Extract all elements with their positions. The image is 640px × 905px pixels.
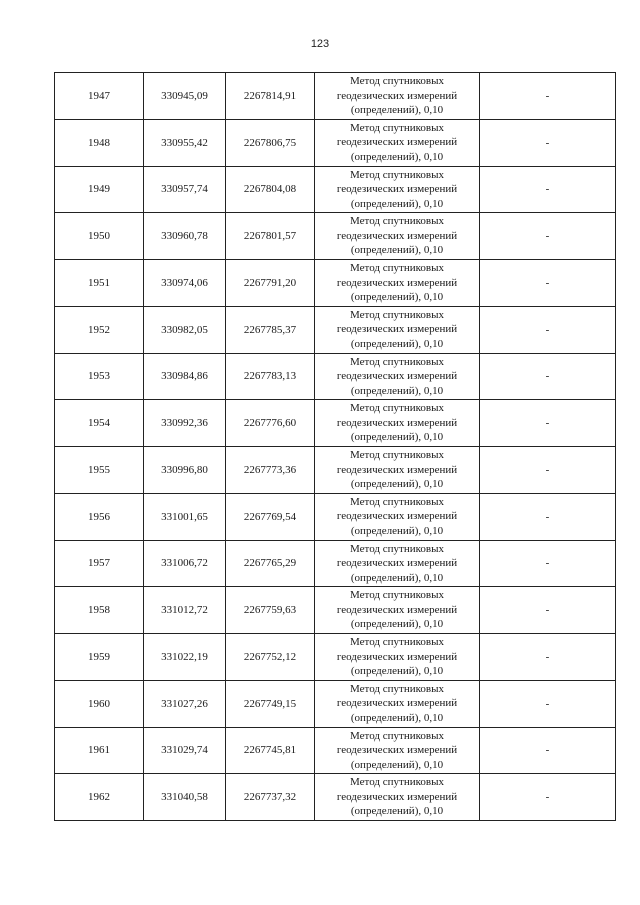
y-coordinate-cell: 2267776,60	[226, 400, 315, 447]
x-coordinate-cell: 331012,72	[144, 587, 226, 634]
x-coordinate-cell: 330984,86	[144, 353, 226, 400]
table-row	[55, 447, 616, 494]
y-coordinate-cell: 2267814,91	[226, 73, 315, 120]
y-coordinate-cell: 2267773,36	[226, 447, 315, 494]
point-number-cell: 1954	[55, 400, 144, 447]
point-number-cell: 1958	[55, 587, 144, 634]
x-coordinate-cell: 330996,80	[144, 447, 226, 494]
method-cell: Метод спутниковых геодезических измерений (определений), 0,10	[315, 680, 480, 727]
description-cell: -	[480, 587, 616, 634]
x-coordinate-cell: 330982,05	[144, 306, 226, 353]
y-coordinate-cell: 2267765,29	[226, 540, 315, 587]
table-row	[55, 634, 616, 681]
method-cell: Метод спутниковых геодезических измерений (определений), 0,10	[315, 634, 480, 681]
x-coordinate-cell: 331006,72	[144, 540, 226, 587]
description-cell: -	[480, 493, 616, 540]
method-cell: Метод спутниковых геодезических измерений (определений), 0,10	[315, 119, 480, 166]
description-cell: -	[480, 540, 616, 587]
x-coordinate-cell: 330955,42	[144, 119, 226, 166]
x-coordinate-cell: 330992,36	[144, 400, 226, 447]
y-coordinate-cell: 2267749,15	[226, 680, 315, 727]
point-number-cell: 1950	[55, 213, 144, 260]
table-row	[55, 119, 616, 166]
description-cell: -	[480, 353, 616, 400]
method-cell: Метод спутниковых геодезических измерений (определений), 0,10	[315, 306, 480, 353]
description-cell: -	[480, 213, 616, 260]
table-row	[55, 540, 616, 587]
y-coordinate-cell: 2267783,13	[226, 353, 315, 400]
point-number-cell: 1960	[55, 680, 144, 727]
x-coordinate-cell: 331001,65	[144, 493, 226, 540]
point-number-cell: 1956	[55, 493, 144, 540]
table-row	[55, 587, 616, 634]
method-cell: Метод спутниковых геодезических измерений (определений), 0,10	[315, 73, 480, 120]
y-coordinate-cell: 2267752,12	[226, 634, 315, 681]
point-number-cell: 1955	[55, 447, 144, 494]
description-cell: -	[480, 73, 616, 120]
table-row	[55, 680, 616, 727]
x-coordinate-cell: 330957,74	[144, 166, 226, 213]
y-coordinate-cell: 2267745,81	[226, 727, 315, 774]
point-number-cell: 1951	[55, 260, 144, 307]
y-coordinate-cell: 2267769,54	[226, 493, 315, 540]
description-cell: -	[480, 774, 616, 821]
table-row	[55, 166, 616, 213]
table-row	[55, 260, 616, 307]
page-number: 123	[310, 38, 330, 50]
description-cell: -	[480, 447, 616, 494]
y-coordinate-cell: 2267785,37	[226, 306, 315, 353]
table-row	[55, 774, 616, 821]
description-cell: -	[480, 306, 616, 353]
point-number-cell: 1949	[55, 166, 144, 213]
y-coordinate-cell: 2267791,20	[226, 260, 315, 307]
method-cell: Метод спутниковых геодезических измерений (определений), 0,10	[315, 587, 480, 634]
x-coordinate-cell: 331027,26	[144, 680, 226, 727]
coordinates-table-body	[55, 73, 616, 821]
description-cell: -	[480, 260, 616, 307]
x-coordinate-cell: 330974,06	[144, 260, 226, 307]
method-cell: Метод спутниковых геодезических измерений (определений), 0,10	[315, 774, 480, 821]
x-coordinate-cell: 330945,09	[144, 73, 226, 120]
description-cell: -	[480, 680, 616, 727]
method-cell: Метод спутниковых геодезических измерений (определений), 0,10	[315, 260, 480, 307]
description-cell: -	[480, 727, 616, 774]
description-cell: -	[480, 634, 616, 681]
table-row	[55, 213, 616, 260]
method-cell: Метод спутниковых геодезических измерений (определений), 0,10	[315, 213, 480, 260]
x-coordinate-cell: 330960,78	[144, 213, 226, 260]
point-number-cell: 1959	[55, 634, 144, 681]
y-coordinate-cell: 2267737,32	[226, 774, 315, 821]
point-number-cell: 1947	[55, 73, 144, 120]
method-cell: Метод спутниковых геодезических измерений (определений), 0,10	[315, 166, 480, 213]
y-coordinate-cell: 2267801,57	[226, 213, 315, 260]
coordinates-table	[54, 72, 616, 821]
y-coordinate-cell: 2267806,75	[226, 119, 315, 166]
method-cell: Метод спутниковых геодезических измерений (определений), 0,10	[315, 493, 480, 540]
method-cell: Метод спутниковых геодезических измерений (определений), 0,10	[315, 727, 480, 774]
point-number-cell: 1952	[55, 306, 144, 353]
method-cell: Метод спутниковых геодезических измерений (определений), 0,10	[315, 353, 480, 400]
y-coordinate-cell: 2267804,08	[226, 166, 315, 213]
table-row	[55, 493, 616, 540]
method-cell: Метод спутниковых геодезических измерений (определений), 0,10	[315, 447, 480, 494]
method-cell: Метод спутниковых геодезических измерений (определений), 0,10	[315, 400, 480, 447]
x-coordinate-cell: 331022,19	[144, 634, 226, 681]
point-number-cell: 1957	[55, 540, 144, 587]
table-row	[55, 400, 616, 447]
x-coordinate-cell: 331029,74	[144, 727, 226, 774]
method-cell: Метод спутниковых геодезических измерений (определений), 0,10	[315, 540, 480, 587]
x-coordinate-cell: 331040,58	[144, 774, 226, 821]
table-row	[55, 727, 616, 774]
point-number-cell: 1953	[55, 353, 144, 400]
table-row	[55, 353, 616, 400]
table-row	[55, 306, 616, 353]
description-cell: -	[480, 400, 616, 447]
y-coordinate-cell: 2267759,63	[226, 587, 315, 634]
description-cell: -	[480, 119, 616, 166]
table-row	[55, 73, 616, 120]
point-number-cell: 1962	[55, 774, 144, 821]
point-number-cell: 1961	[55, 727, 144, 774]
point-number-cell: 1948	[55, 119, 144, 166]
description-cell: -	[480, 166, 616, 213]
